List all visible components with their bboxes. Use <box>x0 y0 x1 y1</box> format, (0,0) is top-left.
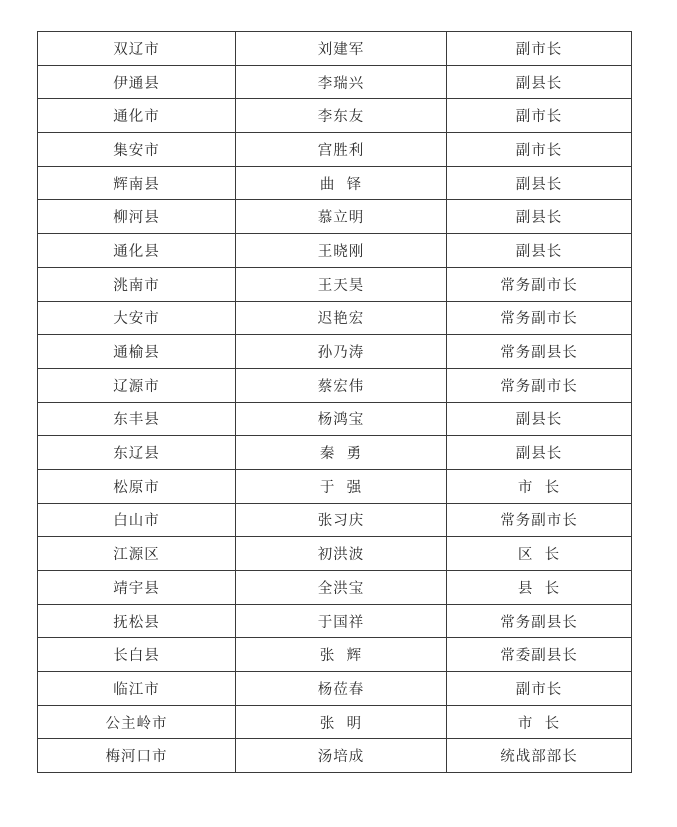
table-row <box>38 301 632 335</box>
region-cell: 洮南市 <box>38 267 236 301</box>
region-cell: 双辽市 <box>38 32 236 66</box>
name-cell: 杨莅春 <box>236 672 447 706</box>
name-cell: 张习庆 <box>236 503 447 537</box>
table-row <box>38 32 632 66</box>
table-row <box>38 604 632 638</box>
table-row <box>38 739 632 773</box>
name-cell: 于 强 <box>236 469 447 503</box>
title-cell: 副县长 <box>447 436 632 470</box>
name-cell: 李瑞兴 <box>236 65 447 99</box>
title-cell: 副市长 <box>447 672 632 706</box>
name-cell: 慕立明 <box>236 200 447 234</box>
region-cell: 江源区 <box>38 537 236 571</box>
region-cell: 长白县 <box>38 638 236 672</box>
name-cell: 汤培成 <box>236 739 447 773</box>
title-cell: 常委副县长 <box>447 638 632 672</box>
name-cell: 秦 勇 <box>236 436 447 470</box>
name-cell: 张 辉 <box>236 638 447 672</box>
name-cell: 孙乃涛 <box>236 335 447 369</box>
table-row <box>38 267 632 301</box>
table-row <box>38 469 632 503</box>
title-cell: 常务副县长 <box>447 604 632 638</box>
name-cell: 王晓刚 <box>236 234 447 268</box>
title-cell: 区 长 <box>447 537 632 571</box>
name-cell: 全洪宝 <box>236 571 447 605</box>
officials-table <box>37 31 632 773</box>
region-cell: 通榆县 <box>38 335 236 369</box>
title-cell: 副市长 <box>447 99 632 133</box>
table-row <box>38 166 632 200</box>
region-cell: 松原市 <box>38 469 236 503</box>
table-row <box>38 705 632 739</box>
region-cell: 集安市 <box>38 133 236 167</box>
title-cell: 常务副市长 <box>447 301 632 335</box>
title-cell: 统战部部长 <box>447 739 632 773</box>
name-cell: 王天昊 <box>236 267 447 301</box>
table-row <box>38 234 632 268</box>
title-cell: 副县长 <box>447 402 632 436</box>
title-cell: 副县长 <box>447 166 632 200</box>
name-cell: 宫胜利 <box>236 133 447 167</box>
name-cell: 张 明 <box>236 705 447 739</box>
table-row <box>38 571 632 605</box>
region-cell: 辉南县 <box>38 166 236 200</box>
name-cell: 于国祥 <box>236 604 447 638</box>
region-cell: 大安市 <box>38 301 236 335</box>
title-cell: 市 长 <box>447 469 632 503</box>
name-cell: 蔡宏伟 <box>236 368 447 402</box>
table-row <box>38 436 632 470</box>
title-cell: 常务副市长 <box>447 267 632 301</box>
name-cell: 刘建军 <box>236 32 447 66</box>
table-row <box>38 503 632 537</box>
table-row <box>38 99 632 133</box>
region-cell: 通化市 <box>38 99 236 133</box>
name-cell: 曲 铎 <box>236 166 447 200</box>
region-cell: 东辽县 <box>38 436 236 470</box>
document-page <box>37 31 631 773</box>
title-cell: 市 长 <box>447 705 632 739</box>
region-cell: 柳河县 <box>38 200 236 234</box>
region-cell: 东丰县 <box>38 402 236 436</box>
title-cell: 副县长 <box>447 234 632 268</box>
title-cell: 常务副市长 <box>447 503 632 537</box>
name-cell: 迟艳宏 <box>236 301 447 335</box>
region-cell: 临江市 <box>38 672 236 706</box>
name-cell: 初洪波 <box>236 537 447 571</box>
table-row <box>38 638 632 672</box>
region-cell: 辽源市 <box>38 368 236 402</box>
table-row <box>38 402 632 436</box>
table-row <box>38 133 632 167</box>
table-row <box>38 368 632 402</box>
name-cell: 李东友 <box>236 99 447 133</box>
title-cell: 县 长 <box>447 571 632 605</box>
title-cell: 常务副市长 <box>447 368 632 402</box>
title-cell: 副县长 <box>447 200 632 234</box>
table-row <box>38 65 632 99</box>
title-cell: 副县长 <box>447 65 632 99</box>
title-cell: 常务副县长 <box>447 335 632 369</box>
table-row <box>38 200 632 234</box>
region-cell: 梅河口市 <box>38 739 236 773</box>
region-cell: 靖宇县 <box>38 571 236 605</box>
region-cell: 公主岭市 <box>38 705 236 739</box>
table-row <box>38 335 632 369</box>
table-row <box>38 672 632 706</box>
title-cell: 副市长 <box>447 32 632 66</box>
table-row <box>38 537 632 571</box>
officials-table-body <box>38 32 632 773</box>
region-cell: 伊通县 <box>38 65 236 99</box>
region-cell: 白山市 <box>38 503 236 537</box>
region-cell: 抚松县 <box>38 604 236 638</box>
title-cell: 副市长 <box>447 133 632 167</box>
region-cell: 通化县 <box>38 234 236 268</box>
name-cell: 杨鸿宝 <box>236 402 447 436</box>
